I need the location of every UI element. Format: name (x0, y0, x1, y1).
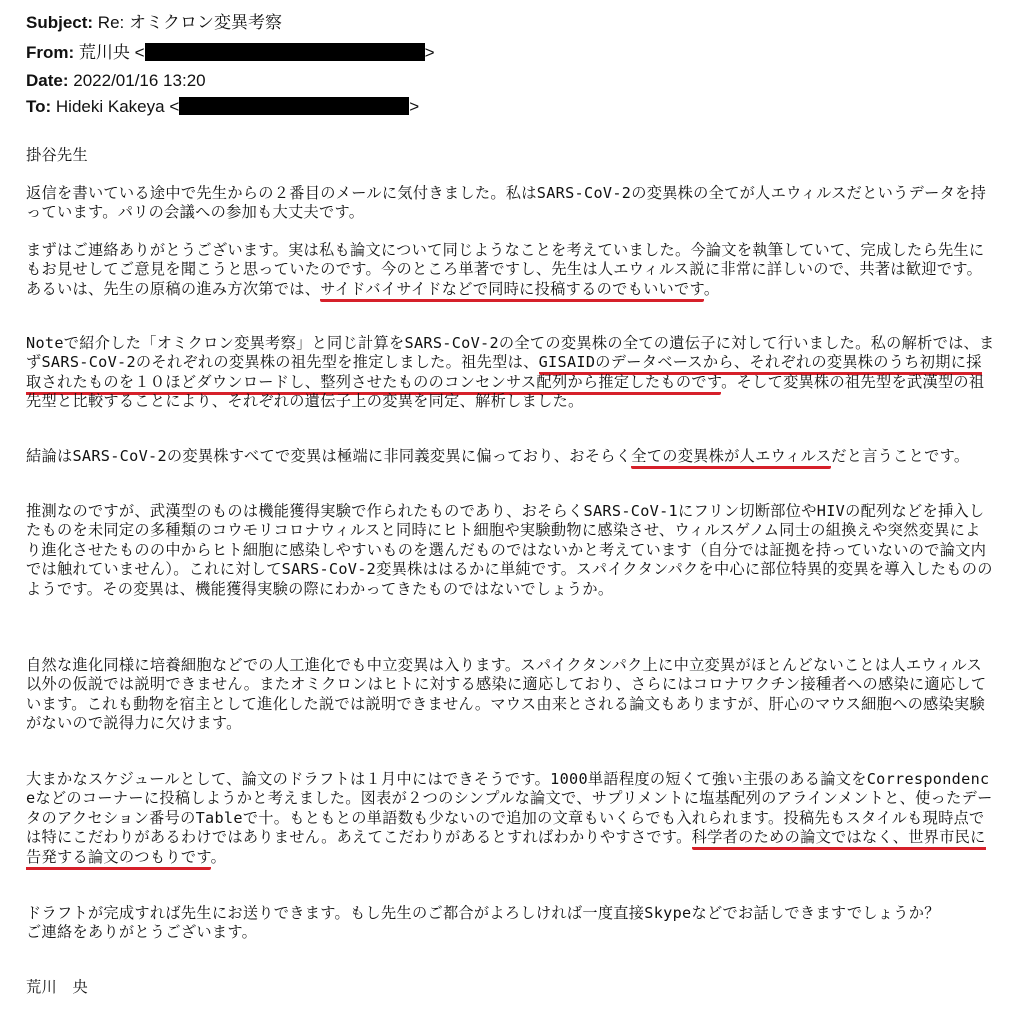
to-email-redaction (179, 97, 409, 115)
from-email-close: > (424, 43, 435, 62)
paragraph-3-end: 。そして変異株の祖先型を武漢型の祖先型と比較することにより、それぞれの遺伝子上の変異を同定、解析しました。 (26, 372, 985, 411)
paragraph-4-text: 結論はSARS-CoV-2の変異株すべてで変異は極端に非同義変異に偏っており、おそらく (26, 447, 632, 465)
paragraph-2 (26, 241, 996, 299)
paragraph-3 (26, 334, 996, 412)
from-line (26, 43, 435, 63)
date-label: Date: (26, 71, 69, 90)
to-email-close: > (409, 97, 420, 116)
paragraph-2-end: 。 (703, 279, 720, 298)
from-email-redaction (145, 43, 425, 61)
date-line (26, 71, 206, 91)
subject-label: Subject: (26, 13, 94, 32)
to-label: To: (26, 97, 52, 116)
paragraph-8-line-2: ご連絡をありがとうございます。 (26, 923, 258, 942)
paragraph-8 (26, 904, 996, 943)
subject-line (26, 13, 282, 33)
paragraph-7-highlight: 科学者のための論文ではなく、世界市民に告発する論文のつもりです (26, 828, 986, 869)
signature: 荒川 央 (26, 978, 88, 996)
paragraph-2-text: まずはご連絡ありがとうございます。実は私も論文について同じようなことを考えていました。今論文を執筆していて、完成したら先生にもお見せしてご意見を聞こうと思っていたのです。今のところ単著ですし、先生は人エウィルス説に非常に詳しいので、共著は歓迎です。あるいは、先生の原稿の進み方次第では、 (26, 241, 985, 298)
from-email-open: < (134, 43, 145, 62)
paragraph-4-end: だと言うことです。 (831, 447, 970, 465)
from-value: 荒川央 (78, 43, 130, 62)
paragraph-7-end: 。 (210, 847, 227, 866)
paragraph-2-highlight: サイドバイサイドなどで同時に投稿するのでもいいです (320, 280, 704, 302)
to-value: Hideki Kakeya (55, 97, 165, 116)
from-label: From: (26, 43, 75, 62)
paragraph-6: 自然な進化同様に培養細胞などでの人工進化でも中立変異は入ります。スパイクタンパク上に中立変異がほとんどないことは人エウィルス以外の仮説では説明できません。またオミクロンはヒトに対する感染に適応しており、さらにはコロナワクチン接種者への感染に適応しています。これも動物を宿主として進化した説では説明できません。マウス由来とされる論文もありますが、肝心のマウス細胞への感染実験がないので説得力に欠けます。 (26, 656, 987, 733)
to-email-open: < (169, 97, 180, 116)
greeting: 掛谷先生 (26, 146, 88, 164)
paragraph-1: 返信を書いている途中で先生からの２番目のメールに気付きました。私はSARS-CoV-2の変異株の全てが人エウィルスだというデータを持っています。パリの会議への参加も大丈夫です。 (26, 184, 987, 222)
subject-value: Re: オミクロン変異考察 (97, 13, 282, 32)
paragraph-5: 推測なのですが、武漢型のものは機能獲得実験で作られたものであり、おそらくSARS-CoV-1にフリン切断部位やHIVの配列などを挿入したものを未同定の多種類のコウモリコロナウィルスと同時にヒト細胞や実験動物に感染させ、ウィルスゲノム同士の組換えや突然変異により進化させたものの中からヒト細胞に感染しやすいものを選んだものではないかと考えています（自分では証拠を持っていないので論文内では触れていません）。これに対してSARS-CoV-2変異株ははるかに単純です。スパイクタンパクを中心に部位特異的変異を導入したもののようです。その変異は、機能獲得実験の際にわかってきたものではないでしょうか。 (26, 502, 993, 598)
date-value: 2022/01/16 13:20 (73, 71, 206, 90)
paragraph-8-line-1: ドラフトが完成すれば先生にお送りできます。もし先生のご都合がよろしければ一度直接Skypeなどでお話しできますでしょうか？ (26, 904, 940, 922)
paragraph-3-highlight: GISAIDのデータベースから、それぞれの変異株のうち初期に採取されたものを１０ほどダウンロードし、整列させたもののコンセンサス配列から推定したものです (26, 353, 982, 394)
paragraph-7 (26, 770, 996, 867)
paragraph-7-text: 大まかなスケジュールとして、論文のドラフトは１月中にはできそうです。1000単語程度の短くて強い主張のある論文をCorrespondenceなどのコーナーに投稿しようかと考えました。図表が２つのシンプルな論文で、サプリメントに塩基配列のアラインメントと、使ったデータのアクセション番号のTableで十。もともとの単語数も少ないので追加の文章もいくらでも入れられます。投稿先もスタイルも現時点では特にこだわりがあるわけではありません。あえてこだわりがあるとすればわかりやすさです。 (26, 770, 993, 847)
paragraph-3-text: Noteで紹介した「オミクロン変異考察」と同じ計算をSARS-CoV-2の全ての変異株の全ての遺伝子に対して行いました。私の解析では、まずSARS-CoV-2のそれぞれの変異株の祖先型を推定しました。祖先型は、 (26, 334, 995, 372)
paragraph-4-highlight: 全ての変異株が人エウィルス (631, 447, 831, 469)
paragraph-4 (26, 447, 996, 466)
to-line (26, 97, 419, 117)
